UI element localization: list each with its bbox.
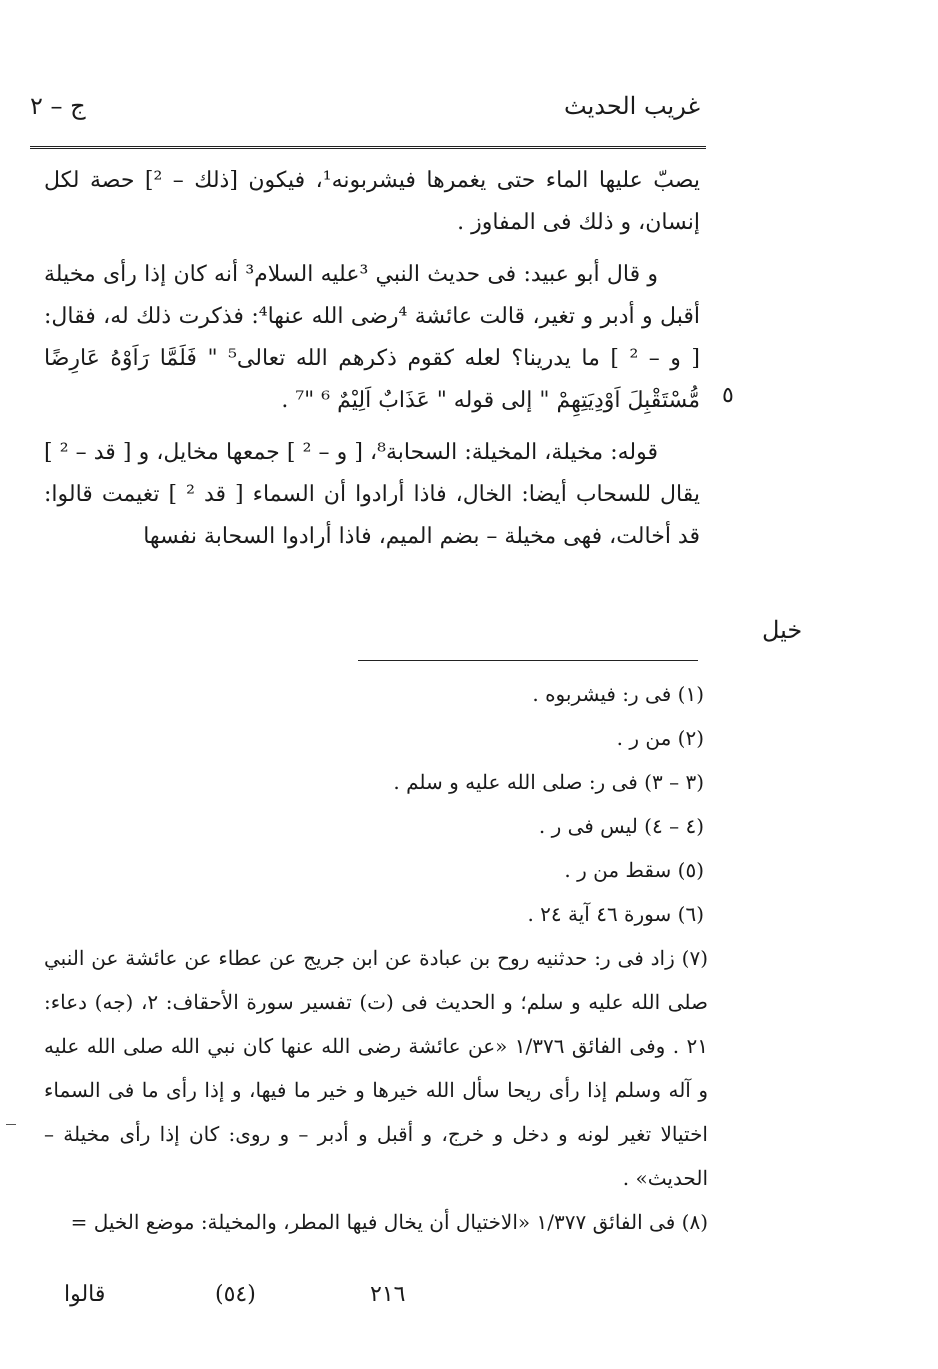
signature-mark: (٥٤) (215, 1282, 256, 1307)
scan-edge-mark (6, 1124, 16, 1125)
footnote: (١) فى ر: فيشربوه . (532, 682, 704, 706)
main-text (44, 160, 700, 568)
running-header (30, 92, 700, 132)
catchword: قالوا (64, 1282, 106, 1307)
footnote: (٢) من ر . (616, 726, 704, 750)
paragraph: قوله: مخيلة، المخيلة: السحابة⁸، [ و – ² ] جمعها مخايل، و [ قد – ² ] يقال للسحاب أيضا: الخال، فاذا أرادوا أن السماء [ قد ² ] تغيمت قالوا: قد أخالت، فهى مخيلة – بضم الميم، فاذا أرادوا السحابة نفسها (44, 440, 701, 549)
footnote: (٤ – ٤) ليس فى ر . (538, 814, 704, 838)
header-rule (30, 146, 706, 149)
page-number: ٢١٦ (370, 1282, 406, 1307)
paragraph: و قال أبو عبيد: فى حديث النبي ³عليه السلام³ أنه كان إذا رأى مخيلة أقبل و أدبر و تغير، قالت عائشة ⁴رضى الله عنها⁴: فذكرت ذلك له، فقال: [ و – ² ] ما يدرينا؟ لعله كقوم ذكرهم الله تعالى⁵ " فَلَمَّا رَاَوْهُ عَارِضًا مُّسْتَقْبِلَ اَوْدِيَتِهِمْ " إلى قوله " عَذَابٌ اَلِيْمٌ ⁶ "⁷ . (44, 262, 700, 413)
book-title: غريب الحديث (564, 92, 700, 120)
paragraph: يصبّ عليها الماء حتى يغمرها فيشربونه¹، فيكون [ذلك – ²] حصة لكل إنسان، و ذلك فى المفاوز . (44, 168, 701, 235)
footnotes (44, 672, 708, 1244)
volume-number: ج – ٢ (30, 92, 86, 120)
footnote-separator (358, 660, 698, 661)
footnote: (٧) زاد فى ر: حدثنيه روح بن عبادة عن ابن جريج عن عطاء عن عائشة عن النبي صلى الله عليه و سلم؛ و الحديث فى (ت) تفسير سورة الأحقاف: ٢، (جه) دعاء: ٢١ . وفى الفائق ١/٣٧٦ «عن عائشة رضى الله عنها كان نبي الله صلى الله عليه و آله وسلم إذا رأى ريحا سأل الله خيرها و خير ما فيها، و إذا رأى ما فى السماء اختيالا تغير لونه و دخل و خرج، و أقبل و أدبر – و روى: كان إذا رأى مخيلة – الحديث» . (44, 946, 709, 1190)
page-footer (30, 1282, 710, 1322)
margin-headword: خيل (762, 616, 803, 644)
footnote: (٦) سورة ٤٦ آية ٢٤ . (527, 902, 704, 926)
footnote: (٨) فى الفائق ١/٣٧٧ «الاختيال أن يخال فيها المطر، والمخيلة: موضع الخيل = (70, 1210, 708, 1234)
line-number-marker: ٥ (722, 383, 734, 408)
footnote: (٣ – ٣) فى ر: صلى الله عليه و سلم . (393, 770, 704, 794)
footnote: (٥) سقط من ر . (564, 858, 704, 882)
